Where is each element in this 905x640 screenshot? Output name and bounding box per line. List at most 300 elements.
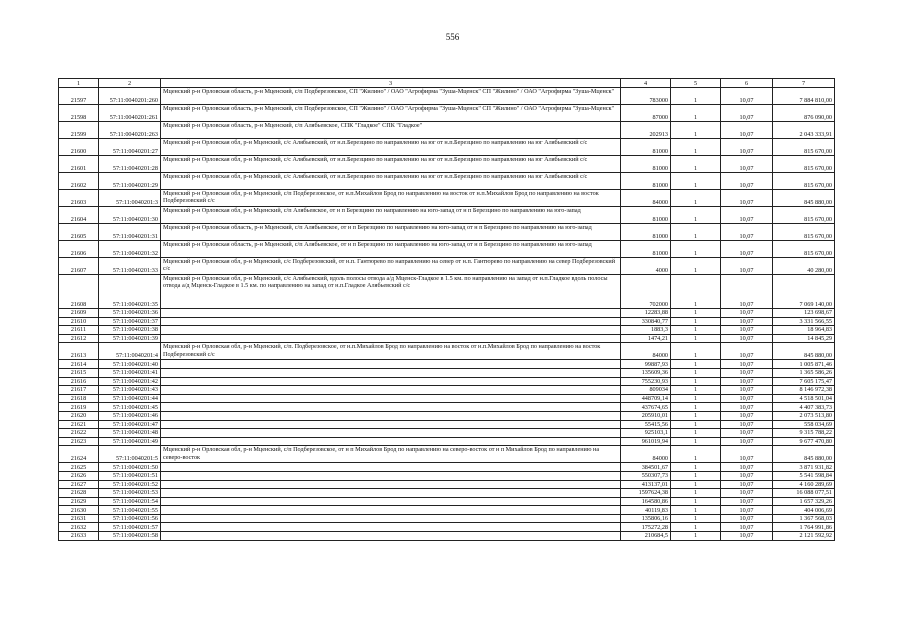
location-description-cell xyxy=(161,497,621,506)
rate-cell: 10,07 xyxy=(721,497,773,506)
cadastral-value-cell: 558 034,69 xyxy=(773,420,835,429)
cadastral-number-cell: 57:11:0040201:27 xyxy=(99,139,161,156)
table-row xyxy=(59,207,835,224)
location-description-cell xyxy=(161,437,621,446)
cadastral-number-cell: 57:11:0040201:32 xyxy=(99,241,161,258)
area-cell: 99887,93 xyxy=(621,360,671,369)
cadastral-value-cell: 4 160 289,69 xyxy=(773,480,835,489)
cadastral-value-cell: 18 964,83 xyxy=(773,326,835,335)
rate-cell: 10,07 xyxy=(721,411,773,420)
row-number-cell: 21612 xyxy=(59,334,99,343)
table-row xyxy=(59,506,835,515)
land-register-table xyxy=(58,78,835,541)
cadastral-number-cell: 57:11:0040201:29 xyxy=(99,173,161,190)
location-description-cell xyxy=(161,403,621,412)
coefficient-cell: 1 xyxy=(671,368,721,377)
coefficient-cell: 1 xyxy=(671,173,721,190)
cadastral-number-cell: 57:11:0040201:51 xyxy=(99,471,161,480)
area-cell: 330840,77 xyxy=(621,317,671,326)
cadastral-number-cell: 57:11:0040201:5 xyxy=(99,446,161,463)
rate-cell: 10,07 xyxy=(721,105,773,122)
area-cell: 81000 xyxy=(621,241,671,258)
cadastral-value-cell: 7 884 810,00 xyxy=(773,88,835,105)
location-description-cell: Мценский р-н Орловская обл, р-н Мценский, с/с Алябьевский, вдоль полосы отвода а/д Мценск-Гладкое в 1.5 км. по направлению на запад от н.п.Гладкое вдоль полосы отвода а/д Мценск-Гладкое в 1.5 км. по направлению на запад от н.п.Гладкое Алябьевский с/с xyxy=(161,275,621,309)
rate-cell: 10,07 xyxy=(721,489,773,498)
cadastral-value-cell: 404 006,69 xyxy=(773,506,835,515)
area-cell: 1597624,38 xyxy=(621,489,671,498)
rate-cell: 10,07 xyxy=(721,463,773,472)
row-number-cell: 21604 xyxy=(59,207,99,224)
area-cell: 1474,21 xyxy=(621,334,671,343)
area-cell: 84000 xyxy=(621,343,671,360)
row-number-cell: 21616 xyxy=(59,377,99,386)
cadastral-number-cell: 57:11:0040201:52 xyxy=(99,480,161,489)
cadastral-number-cell: 57:11:0040201:49 xyxy=(99,437,161,446)
location-description-cell: Мценский р-н Орловская обл, р-н Мценский, с/п Подберезовское, от н.п.Михайлов Брод по направлению на восток от н.п.Михайлов Брод по направлению на восток Подберезовский с/с xyxy=(161,190,621,207)
row-number-cell: 21606 xyxy=(59,241,99,258)
location-description-cell: Мценский р-н Орловская обл, р-н Мценский, с/п Подберезовское, от н п Михайлов Брод по направлению на северо-восток от н п Михайлов Брод по направлению на северо-восток xyxy=(161,446,621,463)
cadastral-value-cell: 845 880,00 xyxy=(773,190,835,207)
table-row xyxy=(59,386,835,395)
row-number-cell: 21630 xyxy=(59,506,99,515)
coefficient-cell: 1 xyxy=(671,139,721,156)
area-cell: 164580,86 xyxy=(621,497,671,506)
area-cell: 1883,3 xyxy=(621,326,671,335)
rate-cell: 10,07 xyxy=(721,446,773,463)
location-description-cell: Мценский р-н Орловская область, р-н Мценский, с/п Алябьевское, от н п Березцино по направлению на юго-запад от н п Березцино по направлению на юго-запад xyxy=(161,241,621,258)
cadastral-number-cell: 57:11:0040201:37 xyxy=(99,317,161,326)
table-row xyxy=(59,480,835,489)
area-cell: 175272,28 xyxy=(621,523,671,532)
row-number-cell: 21617 xyxy=(59,386,99,395)
area-cell: 81000 xyxy=(621,156,671,173)
coefficient-cell: 1 xyxy=(671,523,721,532)
rate-cell: 10,07 xyxy=(721,334,773,343)
coefficient-cell: 1 xyxy=(671,394,721,403)
cadastral-number-cell: 57:11:0040201:56 xyxy=(99,514,161,523)
cadastral-number-cell: 57:11:0040201:47 xyxy=(99,420,161,429)
row-number-cell: 21602 xyxy=(59,173,99,190)
coefficient-cell: 1 xyxy=(671,386,721,395)
cadastral-number-cell: 57:11:0040201:3 xyxy=(99,190,161,207)
location-description-cell xyxy=(161,411,621,420)
cadastral-value-cell: 815 670,00 xyxy=(773,207,835,224)
rate-cell: 10,07 xyxy=(721,317,773,326)
location-description-cell: Мценский р-н Орловская область, р-н Мценский, с/п Подберезовское, СП "Жилино" / ОАО "Агрофирма "Зуша-Мценск" СП "Жилино" / ОАО "Агрофирма "Зуша-Мценск" xyxy=(161,105,621,122)
row-number-cell: 21601 xyxy=(59,156,99,173)
coefficient-cell: 1 xyxy=(671,514,721,523)
coefficient-cell: 1 xyxy=(671,446,721,463)
coefficient-cell: 1 xyxy=(671,377,721,386)
table-row xyxy=(59,497,835,506)
coefficient-cell: 1 xyxy=(671,156,721,173)
row-number-cell: 21614 xyxy=(59,360,99,369)
rate-cell: 10,07 xyxy=(721,403,773,412)
table-row xyxy=(59,523,835,532)
table-row xyxy=(59,471,835,480)
coefficient-cell: 1 xyxy=(671,403,721,412)
location-description-cell xyxy=(161,317,621,326)
table-row xyxy=(59,190,835,207)
cadastral-value-cell: 1 367 568,03 xyxy=(773,514,835,523)
cadastral-value-cell: 2 121 592,92 xyxy=(773,532,835,541)
cadastral-value-cell: 14 845,29 xyxy=(773,334,835,343)
location-description-cell: Мценский р-н Орловская обл, р-н Мценский, с/с Алябьевский, от н.п.Березцино по направлению на юг от н.п.Березцино по направлению на юг Алябьевский с/с xyxy=(161,139,621,156)
area-cell: 4000 xyxy=(621,258,671,275)
table-row xyxy=(59,463,835,472)
location-description-cell xyxy=(161,386,621,395)
location-description-cell xyxy=(161,532,621,541)
cadastral-number-cell: 57:11:0040201:53 xyxy=(99,489,161,498)
location-description-cell: Мценский р-н Орловская обл, р-н Мценский, с/с Подберезовский, от н.п. Гантюрево по направлению на север от н.п. Гантюрево по направлению на север Подберезовский с/с xyxy=(161,258,621,275)
header-cell: 2 xyxy=(99,79,161,88)
table-row xyxy=(59,309,835,318)
row-number-cell: 21603 xyxy=(59,190,99,207)
coefficient-cell: 1 xyxy=(671,275,721,309)
location-description-cell: Мценский р-н Орловская обл, р-н Мценский, с/п Алябьевское, от н п Березцино по направлению на юго-запад от н п Березцино по направлению на юго-запад xyxy=(161,207,621,224)
table-row xyxy=(59,446,835,463)
rate-cell: 10,07 xyxy=(721,471,773,480)
row-number-cell: 21628 xyxy=(59,489,99,498)
rate-cell: 10,07 xyxy=(721,207,773,224)
table-row xyxy=(59,258,835,275)
area-cell: 84000 xyxy=(621,446,671,463)
cadastral-value-cell: 5 541 598,84 xyxy=(773,471,835,480)
coefficient-cell: 1 xyxy=(671,497,721,506)
cadastral-value-cell: 40 280,00 xyxy=(773,258,835,275)
coefficient-cell: 1 xyxy=(671,429,721,438)
location-description-cell xyxy=(161,480,621,489)
location-description-cell xyxy=(161,514,621,523)
cadastral-value-cell: 815 670,00 xyxy=(773,139,835,156)
rate-cell: 10,07 xyxy=(721,429,773,438)
cadastral-number-cell: 57:11:0040201:54 xyxy=(99,497,161,506)
coefficient-cell: 1 xyxy=(671,420,721,429)
row-number-cell: 21622 xyxy=(59,429,99,438)
rate-cell: 10,07 xyxy=(721,532,773,541)
cadastral-number-cell: 57:11:0040201:43 xyxy=(99,386,161,395)
header-cell: 5 xyxy=(671,79,721,88)
coefficient-cell: 1 xyxy=(671,224,721,241)
rate-cell: 10,07 xyxy=(721,394,773,403)
table-row xyxy=(59,429,835,438)
table-row xyxy=(59,105,835,122)
row-number-cell: 21631 xyxy=(59,514,99,523)
location-description-cell: Мценский р-н Орловская область, р-н Мценский, с/п Подберезовское, СП "Жилино" / ОАО "Агрофирма "Зуша-Мценск" СП "Жилино" / ОАО "Агрофирма "Зуша-Мценск" xyxy=(161,88,621,105)
header-cell: 3 xyxy=(161,79,621,88)
rate-cell: 10,07 xyxy=(721,275,773,309)
cadastral-value-cell: 1 005 871,46 xyxy=(773,360,835,369)
rate-cell: 10,07 xyxy=(721,368,773,377)
area-cell: 202913 xyxy=(621,122,671,139)
rate-cell: 10,07 xyxy=(721,224,773,241)
cadastral-number-cell: 57:11:0040201:42 xyxy=(99,377,161,386)
row-number-cell: 21633 xyxy=(59,532,99,541)
cadastral-number-cell: 57:11:0040201:39 xyxy=(99,334,161,343)
table-row xyxy=(59,411,835,420)
table-row xyxy=(59,360,835,369)
table-row xyxy=(59,275,835,309)
cadastral-value-cell: 2 073 513,80 xyxy=(773,411,835,420)
table-row xyxy=(59,122,835,139)
rate-cell: 10,07 xyxy=(721,523,773,532)
area-cell: 87000 xyxy=(621,105,671,122)
location-description-cell xyxy=(161,394,621,403)
location-description-cell xyxy=(161,489,621,498)
coefficient-cell: 1 xyxy=(671,437,721,446)
coefficient-cell: 1 xyxy=(671,317,721,326)
cadastral-number-cell: 57:11:0040201:40 xyxy=(99,360,161,369)
location-description-cell: Мценский р-н Орловская область, р-н Мценский, с/п Алябьевское, СПК "Гладкое" СПК "Гладкое" xyxy=(161,122,621,139)
location-description-cell xyxy=(161,309,621,318)
cadastral-value-cell: 815 670,00 xyxy=(773,156,835,173)
row-number-cell: 21632 xyxy=(59,523,99,532)
cadastral-value-cell: 845 880,00 xyxy=(773,446,835,463)
cadastral-value-cell: 3 331 566,55 xyxy=(773,317,835,326)
header-cell: 7 xyxy=(773,79,835,88)
cadastral-number-cell: 57:11:0040201:58 xyxy=(99,532,161,541)
cadastral-number-cell: 57:11:0040201:260 xyxy=(99,88,161,105)
rate-cell: 10,07 xyxy=(721,139,773,156)
area-cell: 783000 xyxy=(621,88,671,105)
coefficient-cell: 1 xyxy=(671,360,721,369)
coefficient-cell: 1 xyxy=(671,207,721,224)
cadastral-value-cell: 8 146 972,38 xyxy=(773,386,835,395)
cadastral-value-cell: 16 088 077,51 xyxy=(773,489,835,498)
row-number-cell: 21623 xyxy=(59,437,99,446)
row-number-cell: 21619 xyxy=(59,403,99,412)
rate-cell: 10,07 xyxy=(721,156,773,173)
area-cell: 81000 xyxy=(621,173,671,190)
row-number-cell: 21624 xyxy=(59,446,99,463)
row-number-cell: 21608 xyxy=(59,275,99,309)
area-cell: 702000 xyxy=(621,275,671,309)
cadastral-value-cell: 1 764 991,86 xyxy=(773,523,835,532)
coefficient-cell: 1 xyxy=(671,241,721,258)
row-number-cell: 21607 xyxy=(59,258,99,275)
table-row xyxy=(59,139,835,156)
location-description-cell xyxy=(161,506,621,515)
page-number: 556 xyxy=(445,32,460,42)
cadastral-value-cell: 1 657 329,26 xyxy=(773,497,835,506)
cadastral-number-cell: 57:11:0040201:44 xyxy=(99,394,161,403)
coefficient-cell: 1 xyxy=(671,334,721,343)
rate-cell: 10,07 xyxy=(721,420,773,429)
area-cell: 12283,88 xyxy=(621,309,671,318)
table-row xyxy=(59,343,835,360)
area-cell: 755230,93 xyxy=(621,377,671,386)
area-cell: 55415,56 xyxy=(621,420,671,429)
cadastral-value-cell: 3 871 931,82 xyxy=(773,463,835,472)
row-number-cell: 21613 xyxy=(59,343,99,360)
rate-cell: 10,07 xyxy=(721,360,773,369)
rate-cell: 10,07 xyxy=(721,377,773,386)
coefficient-cell: 1 xyxy=(671,309,721,318)
location-description-cell xyxy=(161,463,621,472)
cadastral-number-cell: 57:11:0040201:46 xyxy=(99,411,161,420)
coefficient-cell: 1 xyxy=(671,122,721,139)
cadastral-value-cell: 7 605 175,47 xyxy=(773,377,835,386)
area-cell: 205910,01 xyxy=(621,411,671,420)
rate-cell: 10,07 xyxy=(721,173,773,190)
cadastral-number-cell: 57:11:0040201:55 xyxy=(99,506,161,515)
table-row xyxy=(59,489,835,498)
row-number-cell: 21610 xyxy=(59,317,99,326)
row-number-cell: 21598 xyxy=(59,105,99,122)
rate-cell: 10,07 xyxy=(721,343,773,360)
cadastral-value-cell: 4 518 501,04 xyxy=(773,394,835,403)
cadastral-number-cell: 57:11:0040201:31 xyxy=(99,224,161,241)
coefficient-cell: 1 xyxy=(671,489,721,498)
cadastral-number-cell: 57:11:0040201:261 xyxy=(99,105,161,122)
table-row xyxy=(59,317,835,326)
cadastral-number-cell: 57:11:0040201:41 xyxy=(99,368,161,377)
cadastral-value-cell: 1 365 586,26 xyxy=(773,368,835,377)
cadastral-value-cell: 815 670,00 xyxy=(773,241,835,258)
cadastral-value-cell: 9 677 470,80 xyxy=(773,437,835,446)
area-cell: 84000 xyxy=(621,190,671,207)
cadastral-value-cell: 9 315 788,22 xyxy=(773,429,835,438)
area-cell: 81000 xyxy=(621,207,671,224)
area-cell: 448709,14 xyxy=(621,394,671,403)
area-cell: 809034 xyxy=(621,386,671,395)
table-row xyxy=(59,224,835,241)
area-cell: 135609,36 xyxy=(621,368,671,377)
location-description-cell: Мценский р-н Орловская область, р-н Мценский, с/п Алябьевское, от н п Березцино по направлению на юго-запад от н п Березцино по направлению на юго-запад xyxy=(161,224,621,241)
cadastral-number-cell: 57:11:0040201:33 xyxy=(99,258,161,275)
rate-cell: 10,07 xyxy=(721,480,773,489)
cadastral-value-cell: 845 880,00 xyxy=(773,343,835,360)
coefficient-cell: 1 xyxy=(671,258,721,275)
coefficient-cell: 1 xyxy=(671,480,721,489)
row-number-cell: 21626 xyxy=(59,471,99,480)
cadastral-number-cell: 57:11:0040201:263 xyxy=(99,122,161,139)
row-number-cell: 21599 xyxy=(59,122,99,139)
cadastral-number-cell: 57:11:0040201:36 xyxy=(99,309,161,318)
rate-cell: 10,07 xyxy=(721,506,773,515)
cadastral-value-cell: 815 670,00 xyxy=(773,224,835,241)
cadastral-number-cell: 57:11:0040201:35 xyxy=(99,275,161,309)
area-cell: 210684,5 xyxy=(621,532,671,541)
location-description-cell xyxy=(161,368,621,377)
table-row xyxy=(59,173,835,190)
area-cell: 413137,01 xyxy=(621,480,671,489)
location-description-cell xyxy=(161,326,621,335)
location-description-cell xyxy=(161,334,621,343)
row-number-cell: 21620 xyxy=(59,411,99,420)
coefficient-cell: 1 xyxy=(671,532,721,541)
area-cell: 135806,16 xyxy=(621,514,671,523)
row-number-cell: 21618 xyxy=(59,394,99,403)
row-number-cell: 21625 xyxy=(59,463,99,472)
cadastral-value-cell: 123 698,67 xyxy=(773,309,835,318)
row-number-cell: 21611 xyxy=(59,326,99,335)
location-description-cell: Мценский р-н Орловская обл, р-н Мценский, с/п. Подберезовское, от н.п.Михайлов Брод по направлению на восток от н.п.Михайлов Брод по направлению на восток Подберезовский с/с xyxy=(161,343,621,360)
rate-cell: 10,07 xyxy=(721,241,773,258)
area-cell: 81000 xyxy=(621,224,671,241)
table-row xyxy=(59,368,835,377)
location-description-cell xyxy=(161,377,621,386)
table-row xyxy=(59,156,835,173)
area-cell: 437674,65 xyxy=(621,403,671,412)
cadastral-value-cell: 815 670,00 xyxy=(773,173,835,190)
cadastral-number-cell: 57:11:0040201:30 xyxy=(99,207,161,224)
cadastral-number-cell: 57:11:0040201:45 xyxy=(99,403,161,412)
row-number-cell: 21621 xyxy=(59,420,99,429)
row-number-cell: 21597 xyxy=(59,88,99,105)
area-cell: 81000 xyxy=(621,139,671,156)
area-cell: 961019,94 xyxy=(621,437,671,446)
table-row xyxy=(59,420,835,429)
row-number-cell: 21600 xyxy=(59,139,99,156)
area-cell: 384501,67 xyxy=(621,463,671,472)
rate-cell: 10,07 xyxy=(721,258,773,275)
table-row xyxy=(59,326,835,335)
row-number-cell: 21627 xyxy=(59,480,99,489)
area-cell: 40119,83 xyxy=(621,506,671,515)
cadastral-value-cell: 876 090,00 xyxy=(773,105,835,122)
cadastral-number-cell: 57:11:0040201:57 xyxy=(99,523,161,532)
cadastral-number-cell: 57:11:0040201:4 xyxy=(99,343,161,360)
table-row xyxy=(59,403,835,412)
header-cell: 4 xyxy=(621,79,671,88)
cadastral-number-cell: 57:11:0040201:28 xyxy=(99,156,161,173)
table-row xyxy=(59,437,835,446)
rate-cell: 10,07 xyxy=(721,514,773,523)
rate-cell: 10,07 xyxy=(721,309,773,318)
coefficient-cell: 1 xyxy=(671,105,721,122)
header-cell: 6 xyxy=(721,79,773,88)
cadastral-value-cell: 4 407 383,73 xyxy=(773,403,835,412)
rate-cell: 10,07 xyxy=(721,326,773,335)
table-row xyxy=(59,532,835,541)
location-description-cell xyxy=(161,360,621,369)
coefficient-cell: 1 xyxy=(671,88,721,105)
rate-cell: 10,07 xyxy=(721,122,773,139)
coefficient-cell: 1 xyxy=(671,190,721,207)
cadastral-number-cell: 57:11:0040201:50 xyxy=(99,463,161,472)
rate-cell: 10,07 xyxy=(721,386,773,395)
table-row xyxy=(59,514,835,523)
coefficient-cell: 1 xyxy=(671,506,721,515)
location-description-cell xyxy=(161,471,621,480)
cadastral-value-cell: 2 043 333,91 xyxy=(773,122,835,139)
table-row xyxy=(59,88,835,105)
coefficient-cell: 1 xyxy=(671,411,721,420)
location-description-cell xyxy=(161,523,621,532)
cadastral-value-cell: 7 069 140,00 xyxy=(773,275,835,309)
table-row xyxy=(59,377,835,386)
coefficient-cell: 1 xyxy=(671,343,721,360)
row-number-cell: 21609 xyxy=(59,309,99,318)
row-number-cell: 21605 xyxy=(59,224,99,241)
coefficient-cell: 1 xyxy=(671,326,721,335)
rate-cell: 10,07 xyxy=(721,88,773,105)
header-cell: 1 xyxy=(59,79,99,88)
location-description-cell: Мценский р-н Орловская обл, р-н Мценский, с/с Алябьевский, от н.п.Березцино по направлению на юг от н.п.Березцино по направлению на юг Алябьевский с/с xyxy=(161,156,621,173)
table-row xyxy=(59,334,835,343)
coefficient-cell: 1 xyxy=(671,471,721,480)
table-row xyxy=(59,394,835,403)
cadastral-number-cell: 57:11:0040201:38 xyxy=(99,326,161,335)
row-number-cell: 21629 xyxy=(59,497,99,506)
location-description-cell xyxy=(161,429,621,438)
cadastral-number-cell: 57:11:0040201:48 xyxy=(99,429,161,438)
location-description-cell: Мценский р-н Орловская обл, р-н Мценский, с/с Алябьевский, от н.п.Березцино по направлению на юг от н.п.Березцино по направлению на юг Алябьевский с/с xyxy=(161,173,621,190)
coefficient-cell: 1 xyxy=(671,463,721,472)
table-row xyxy=(59,241,835,258)
rate-cell: 10,07 xyxy=(721,437,773,446)
